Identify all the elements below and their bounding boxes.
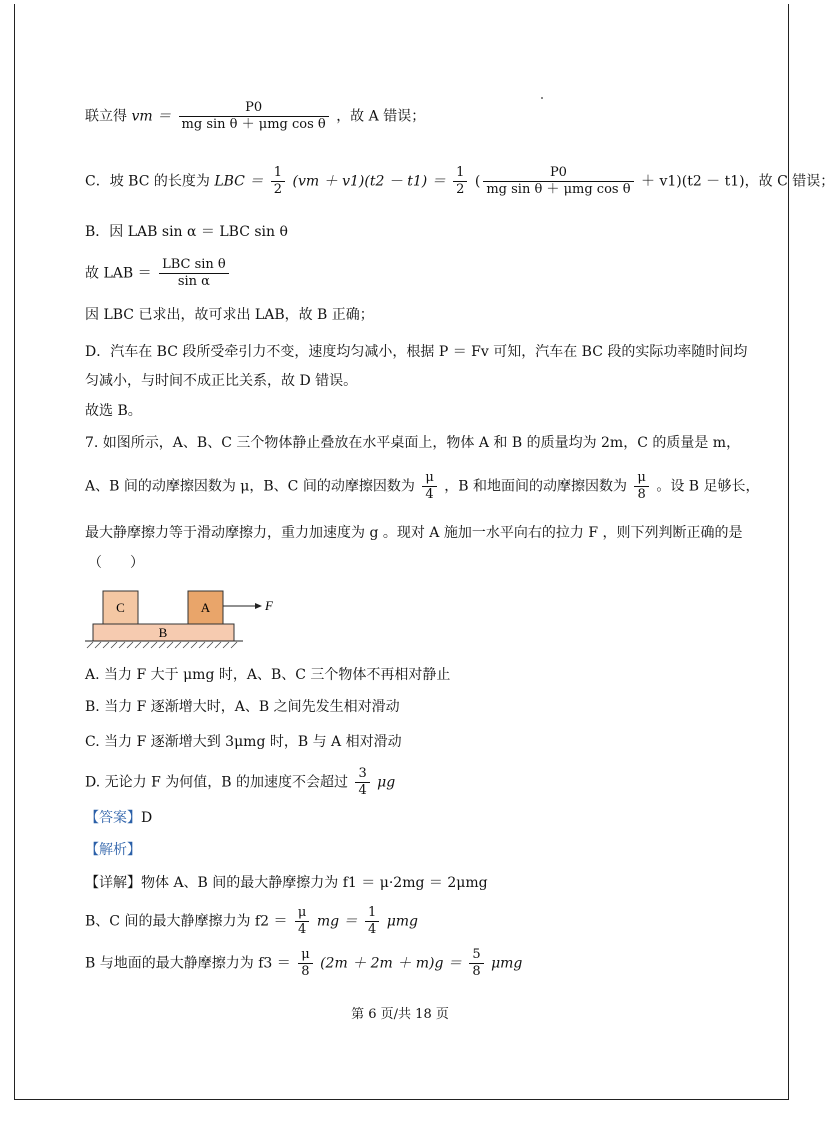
- line-vm: 联立得 vm ＝ $\frac{P0}{\text{mg sin θ ＋ μmg cos θ}}$ ，故 A 错误；: [85, 100, 426, 132]
- block-a-label: A: [200, 600, 211, 615]
- option-d: D. 无论力 F 为何值，B 的加速度不会超过 $\frac{3}{4}$ μg: [85, 766, 396, 798]
- line-choose-b: 故选 B。: [85, 403, 142, 419]
- detail-line-2: B、C 间的最大静摩擦力为 f2 ＝ $\frac{\mu}{4}$ mg ＝ $\frac{1}{4}$ μmg: [85, 905, 419, 937]
- detail-line-3: B 与地面的最大静摩擦力为 f3 ＝ $\frac{\mu}{8}$ (2m ＋ 2m ＋ m)g ＝ $\frac{5}{8}$ μmg: [85, 947, 523, 979]
- answer-bracket: （ ）: [88, 555, 144, 571]
- block-c-label: C: [116, 600, 125, 615]
- answer-line: 【答案】D: [85, 810, 153, 826]
- option-b: B. 当力 F 逐渐增大时，A、B 之间先发生相对滑动: [85, 699, 400, 715]
- page-footer: 第 6 页/共 18 页: [351, 1007, 449, 1022]
- line-lab: 故 LAB ＝ $\frac{\text{LBC sin θ}}{\text{sin α}}$: [85, 257, 232, 290]
- question-7-stem-2: A、B 间的动摩擦因数为 μ，B、C 间的动摩擦因数为 $\frac{\mu}{4}$ ，B 和地面间的动摩擦因数为 $\frac{\mu}{8}$ 。设 B 足够长，: [85, 470, 760, 502]
- analysis-tag: 【解析】: [85, 842, 141, 858]
- line-d-1: D．汽车在 BC 段所受牵引力不变，速度均匀减小，根据 P ＝ Fv 可知，汽车在 BC 段的实际功率随时间均: [85, 344, 748, 360]
- option-c: C. 当力 F 逐渐增大到 3μmg 时，B 与 A 相对滑动: [85, 734, 402, 750]
- detail-line-1: 【详解】物体 A、B 间的最大静摩擦力为 f1 ＝ μ·2mg ＝ 2μmg: [85, 875, 488, 891]
- block-diagram: [85, 585, 285, 653]
- line-b-correct: 因 LBC 已求出，故可求出 LAB，故 B 正确；: [85, 307, 374, 323]
- line-b-sin: B．因 LAB sin α ＝ LBC sin θ: [85, 224, 288, 240]
- line-d-2: 匀减小，与时间不成正比关系，故 D 错误。: [85, 373, 358, 389]
- question-7-stem-1: 7. 如图所示，A、B、C 三个物体静止叠放在水平桌面上，物体 A 和 B 的质量均为 2m，C 的质量是 m，: [85, 435, 741, 451]
- arrow-head-icon: [255, 603, 262, 609]
- ground-hatch: [87, 642, 237, 648]
- block-b-label: B: [158, 625, 168, 640]
- fraction: $\frac{P0}{\text{mg sin θ ＋ μmg cos θ}}$: [179, 100, 329, 133]
- line-lbc: C．坡 BC 的长度为 LBC ＝ $\frac{1}{2}$ (vm ＋ v1)(t2 － t1) ＝ $\frac{1}{2}$ ( $\frac{P0}{\text{mg sin θ ＋ μmg cos θ}}$ ＋ v1)(t2 － t1)，故 C 错误；: [85, 165, 834, 197]
- scan-dot: [541, 97, 543, 99]
- option-a: A. 当力 F 大于 μmg 时，A、B、C 三个物体不再相对静止: [85, 667, 451, 683]
- force-label: F: [265, 598, 273, 613]
- question-7-stem-3: 最大静摩擦力等于滑动摩擦力，重力加速度为 g 。现对 A 施加一水平向右的拉力 F ，则下列判断正确的是: [85, 525, 743, 541]
